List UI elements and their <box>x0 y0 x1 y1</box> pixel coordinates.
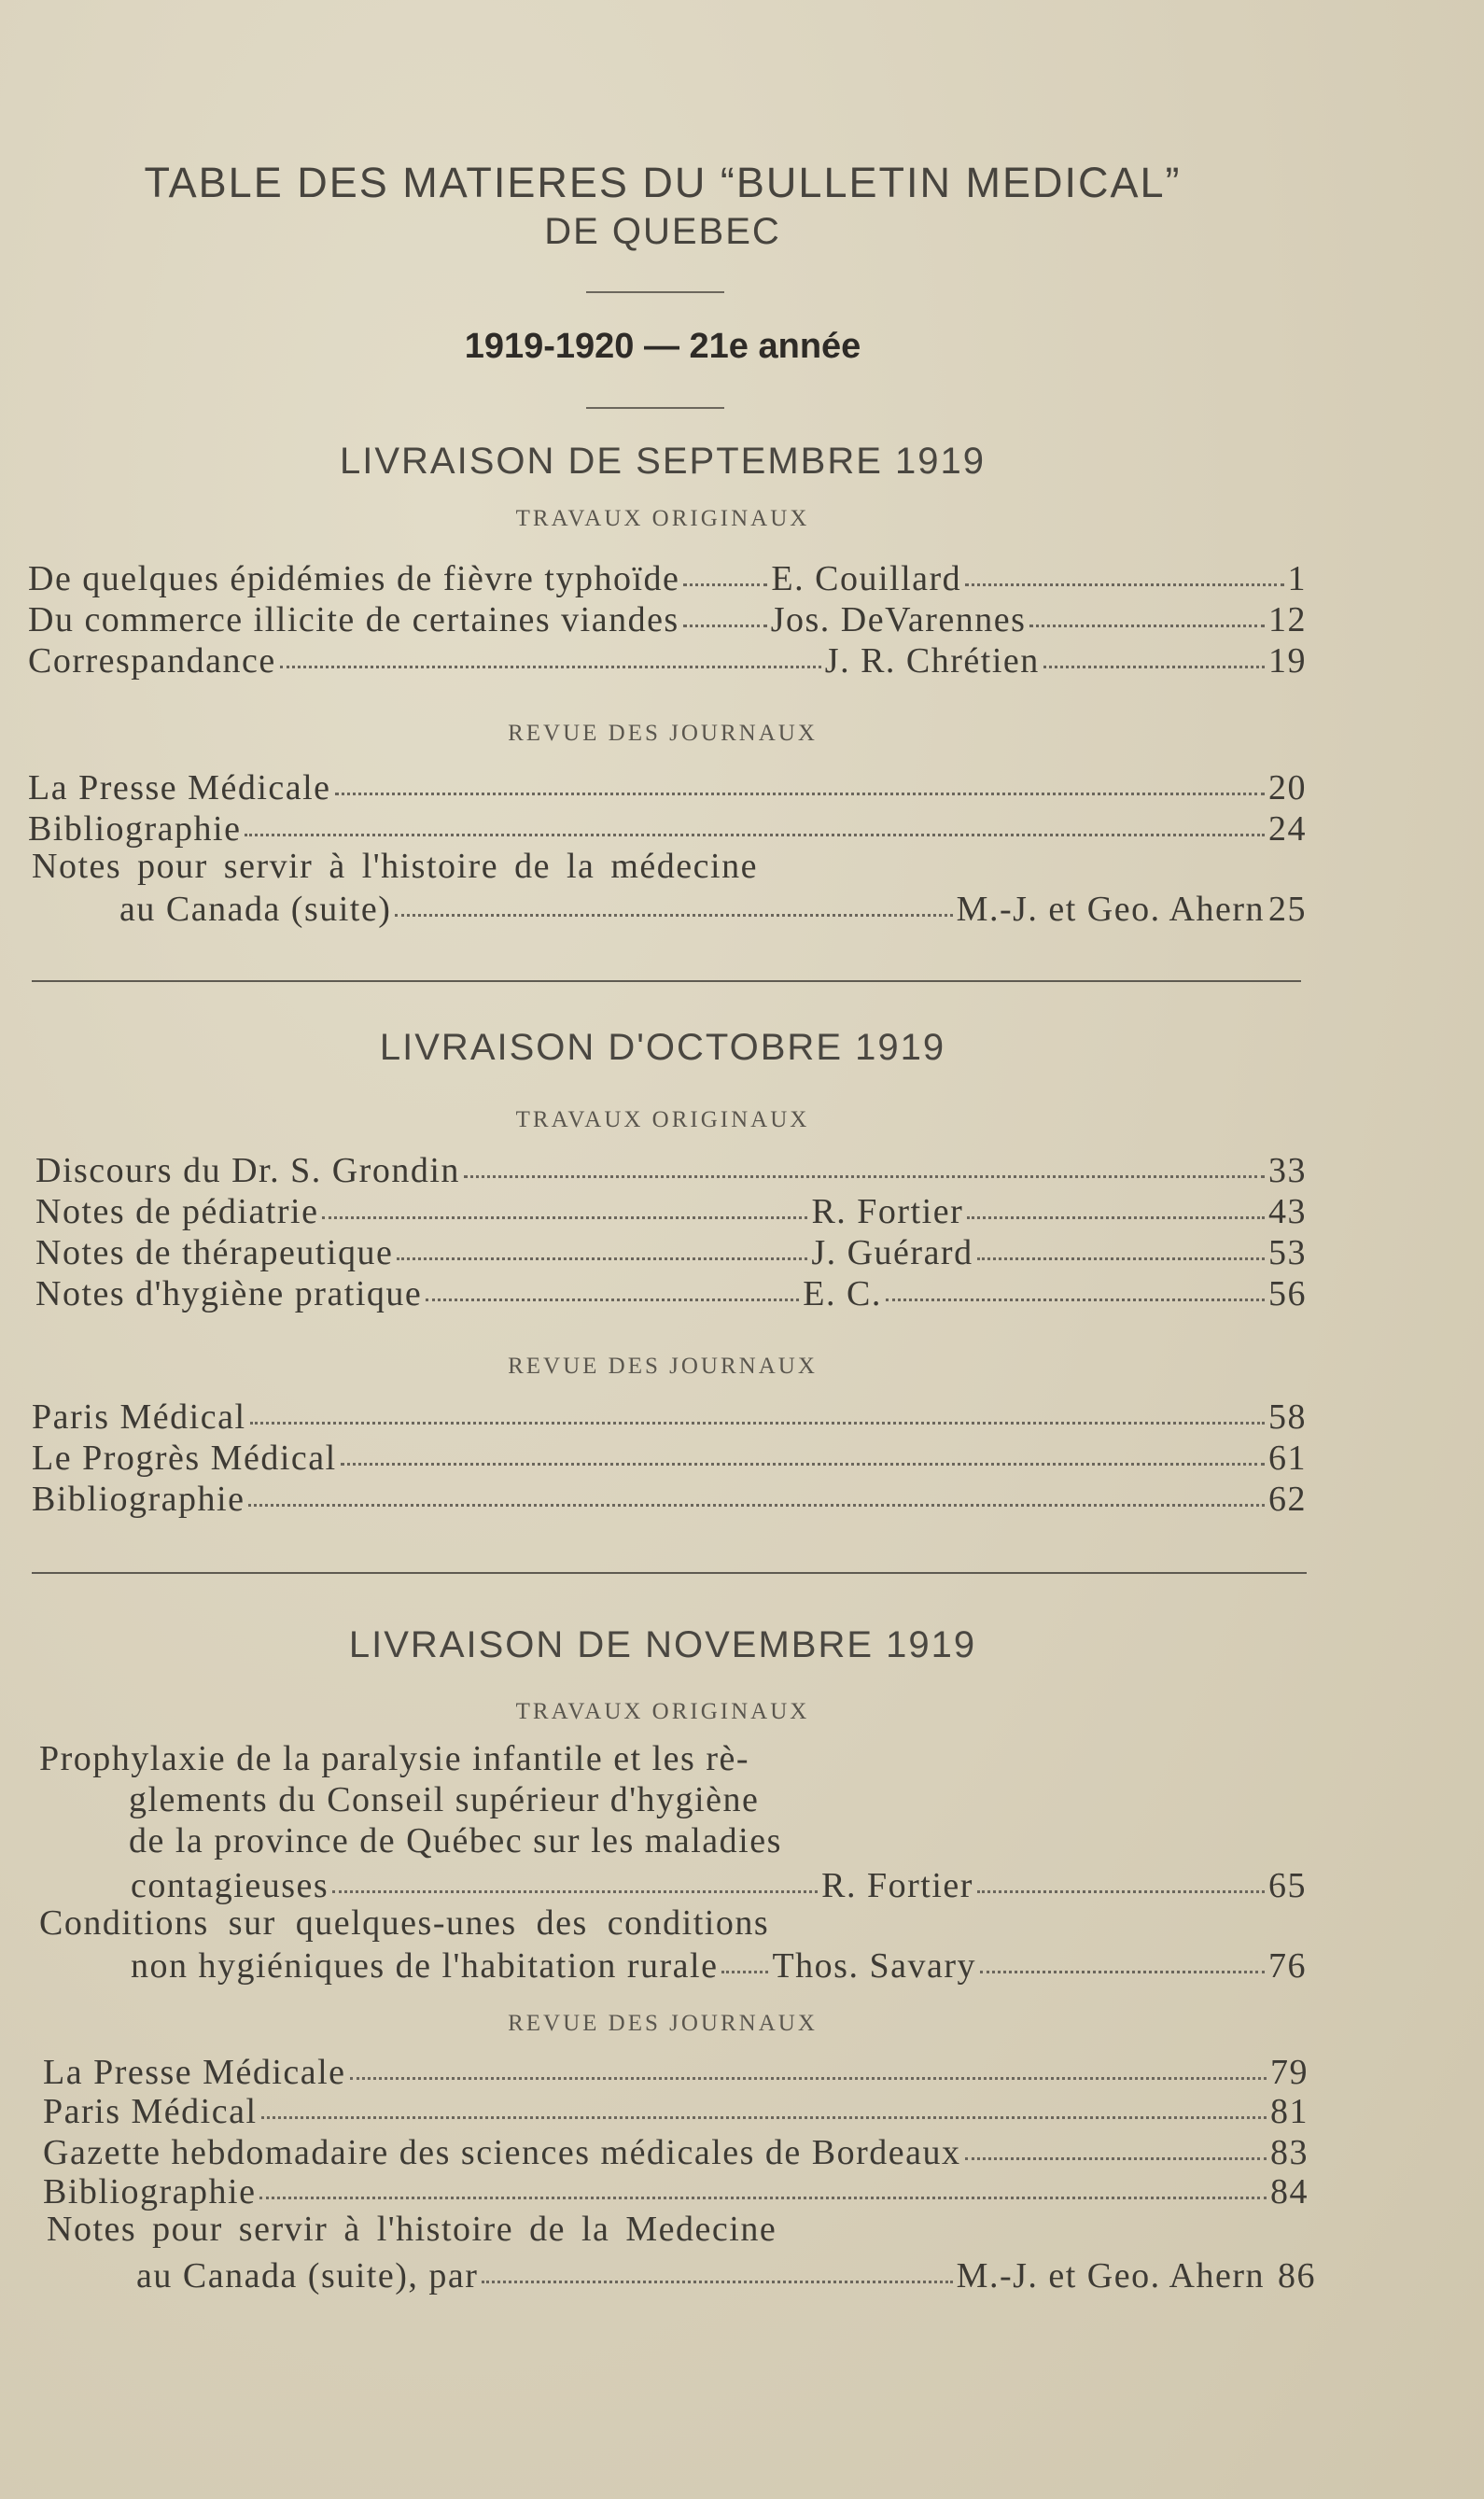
entry-page: 53 <box>1268 1233 1307 1272</box>
entry-title: Du commerce illicite de certaines viandes <box>28 600 679 639</box>
entry-title: Paris Médical <box>32 1397 246 1437</box>
toc-entry <box>28 558 1307 599</box>
entry-page: 58 <box>1268 1397 1307 1437</box>
entry-page: 33 <box>1268 1151 1307 1190</box>
entry-title: Le Progrès Médical <box>32 1439 337 1478</box>
toc-entry <box>28 808 1307 849</box>
leader-dots <box>967 1216 1265 1219</box>
entry-title: au Canada (suite), par <box>136 2256 479 2295</box>
toc-entry <box>131 1945 1307 1987</box>
entry-page: 56 <box>1268 1274 1307 1313</box>
document-title: TABLE DES MATIERES DU “BULLETIN MEDICAL” <box>144 159 1182 206</box>
leader-dots <box>245 834 1265 836</box>
entry-page: 65 <box>1268 1866 1307 1905</box>
entry-page: 19 <box>1268 641 1307 681</box>
entry-page: 76 <box>1268 1946 1307 1986</box>
section-heading: LIVRAISON DE SEPTEMBRE 1919 <box>339 441 986 482</box>
leader-dots <box>397 1257 807 1260</box>
entry-page: 62 <box>1268 1480 1307 1519</box>
leader-dots <box>1029 625 1265 627</box>
entry-page: 81 <box>1270 2092 1309 2131</box>
entry-title: La Presse Médicale <box>43 2053 346 2092</box>
leader-dots <box>322 1216 807 1219</box>
entry-author: R. Fortier <box>811 1192 964 1231</box>
entry-page: 20 <box>1268 768 1307 807</box>
entry-author: M.-J. et Geo. Ahern <box>956 2256 1265 2295</box>
leader-dots <box>350 2077 1267 2080</box>
leader-dots <box>464 1175 1265 1178</box>
entry-page: 86 <box>1278 2256 1316 2295</box>
document-subtitle: DE QUEBEC <box>544 211 781 252</box>
leader-dots <box>261 2116 1267 2119</box>
toc-entry <box>35 1191 1307 1232</box>
category-heading: TRAVAUX ORIGINAUX <box>515 506 810 531</box>
category-heading: TRAVAUX ORIGINAUX <box>515 1699 810 1724</box>
entry-title: glements du Conseil supérieur d'hygiène <box>129 1780 760 1819</box>
toc-entry <box>136 2255 1316 2296</box>
leader-dots <box>250 1422 1265 1425</box>
leader-dots <box>341 1463 1265 1466</box>
leader-dots <box>965 583 1283 586</box>
leader-dots <box>335 793 1265 795</box>
section-divider <box>32 980 1301 982</box>
entry-title: Prophylaxie de la paralysie infantile et les rè- <box>39 1739 750 1778</box>
entry-page: 79 <box>1270 2053 1309 2092</box>
leader-dots <box>280 666 821 668</box>
divider <box>586 291 724 293</box>
entry-title: Notes pour servir à l'histoire de la Medecine <box>47 2210 777 2249</box>
toc-entry <box>32 1479 1307 1520</box>
entry-title: au Canada (suite) <box>119 890 392 929</box>
leader-dots <box>332 1890 818 1893</box>
category-heading: REVUE DES JOURNAUX <box>508 1354 818 1379</box>
entry-author: R. Fortier <box>821 1866 973 1905</box>
entry-title: Correspandance <box>28 641 276 681</box>
entry-author: J. R. Chrétien <box>824 641 1040 681</box>
leader-dots <box>886 1299 1265 1301</box>
toc-entry <box>35 1273 1307 1314</box>
toc-entry <box>28 640 1307 681</box>
category-heading: TRAVAUX ORIGINAUX <box>515 1107 810 1132</box>
entry-author: E. Couillard <box>771 559 962 598</box>
entry-title: Notes d'hygiène pratique <box>35 1274 423 1313</box>
leader-dots <box>248 1504 1265 1507</box>
leader-dots <box>482 2281 952 2283</box>
entry-title: Discours du Dr. S. Grondin <box>35 1151 460 1190</box>
toc-entry <box>43 2132 1309 2173</box>
entry-title: Conditions sur quelques-unes des conditions <box>39 1903 770 1943</box>
entry-title: Notes de thérapeutique <box>35 1233 394 1272</box>
toc-entry <box>35 1150 1307 1191</box>
entry-title: De quelques épidémies de fièvre typhoïde <box>28 559 680 598</box>
entry-page: 43 <box>1268 1192 1307 1231</box>
entry-title: Bibliographie <box>28 809 242 849</box>
section-divider <box>32 1572 1307 1574</box>
toc-entry <box>43 2052 1309 2093</box>
entry-page: 24 <box>1268 809 1307 849</box>
entry-page: 61 <box>1268 1439 1307 1478</box>
volume-year: 1919-1920 — 21e année <box>464 327 861 366</box>
toc-entry <box>32 1397 1307 1438</box>
entry-title: Notes de pédiatrie <box>35 1192 319 1231</box>
leader-dots <box>259 2197 1267 2199</box>
entry-author: Jos. DeVarennes <box>770 600 1027 639</box>
entry-author: M.-J. et Geo. Ahern <box>956 890 1265 929</box>
section-heading: LIVRAISON D'OCTOBRE 1919 <box>379 1027 946 1068</box>
entry-title: Bibliographie <box>43 2172 257 2211</box>
leader-dots <box>1043 666 1265 668</box>
leader-dots <box>426 1299 799 1301</box>
leader-dots <box>683 625 767 627</box>
leader-dots <box>980 1971 1265 1973</box>
entry-title: La Presse Médicale <box>28 768 331 807</box>
entry-author: Thos. Savary <box>772 1946 976 1986</box>
leader-dots <box>683 583 767 586</box>
divider <box>586 407 724 409</box>
toc-entry <box>43 2091 1309 2132</box>
leader-dots <box>977 1890 1265 1893</box>
entry-author: J. Guérard <box>811 1233 973 1272</box>
toc-entry <box>119 889 1307 930</box>
entry-title: contagieuses <box>131 1866 329 1905</box>
leader-dots <box>965 2157 1267 2160</box>
leader-dots <box>721 1971 768 1973</box>
category-heading: REVUE DES JOURNAUX <box>508 2011 818 2036</box>
leader-dots <box>977 1257 1265 1260</box>
toc-entry <box>32 1438 1307 1479</box>
entry-author: E. C. <box>803 1274 882 1313</box>
entry-title: non hygiéniques de l'habitation rurale <box>131 1946 719 1986</box>
entry-page: 84 <box>1270 2172 1309 2211</box>
toc-entry <box>131 1865 1307 1906</box>
toc-entry <box>43 2171 1309 2212</box>
leader-dots <box>395 914 952 917</box>
toc-entry <box>35 1232 1307 1273</box>
entry-page: 12 <box>1268 600 1307 639</box>
entry-title: Bibliographie <box>32 1480 245 1519</box>
entry-title: Notes pour servir à l'histoire de la médecine <box>32 847 758 886</box>
entry-title: de la province de Québec sur les maladies <box>129 1821 782 1860</box>
toc-entry <box>28 767 1307 808</box>
entry-page: 1 <box>1287 559 1307 598</box>
section-heading: LIVRAISON DE NOVEMBRE 1919 <box>348 1624 977 1665</box>
entry-page: 83 <box>1270 2133 1309 2172</box>
entry-title: Paris Médical <box>43 2092 258 2131</box>
toc-entry <box>28 599 1307 640</box>
category-heading: REVUE DES JOURNAUX <box>508 721 818 746</box>
entry-title: Gazette hebdomadaire des sciences médicales de Bordeaux <box>43 2133 961 2172</box>
entry-page: 25 <box>1268 890 1307 929</box>
